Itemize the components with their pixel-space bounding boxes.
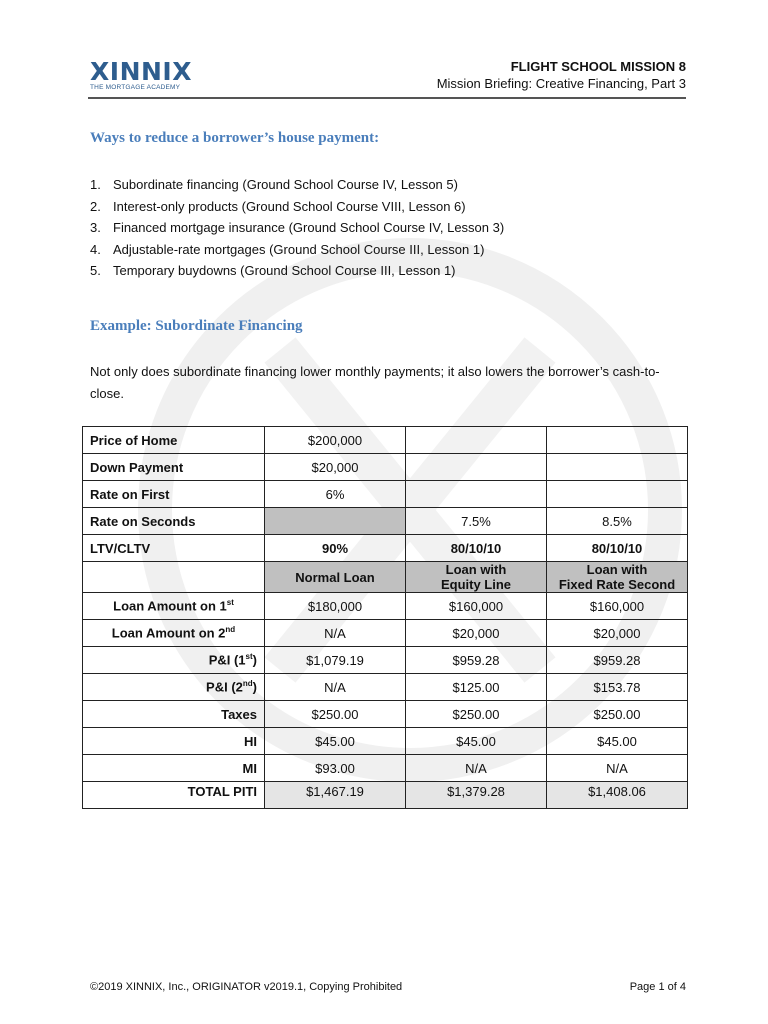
column-header-row bbox=[83, 562, 688, 593]
row-label: Down Payment bbox=[83, 454, 265, 481]
copyright-text: ©2019 XINNIX, Inc., ORIGINATOR v2019.1, Copying Prohibited bbox=[90, 981, 403, 993]
cell: $200,000 bbox=[265, 427, 406, 454]
table-row bbox=[83, 593, 688, 620]
cell: $93.00 bbox=[265, 755, 406, 782]
list-number: 3. bbox=[90, 220, 101, 235]
cell: $250.00 bbox=[547, 701, 688, 728]
table-row bbox=[83, 454, 688, 481]
page-footer bbox=[90, 981, 686, 993]
column-header-normal: Normal Loan bbox=[265, 562, 406, 593]
total-cell: $1,379.28 bbox=[406, 782, 547, 809]
cell bbox=[547, 481, 688, 508]
header-line: Equity Line bbox=[440, 577, 512, 592]
table-row bbox=[83, 481, 688, 508]
total-piti-row bbox=[83, 782, 688, 809]
total-cell: $1,467.19 bbox=[265, 782, 406, 809]
list-text: Adjustable-rate mortgages (Ground School Course III, Lesson 1) bbox=[113, 241, 485, 257]
cell: 6% bbox=[265, 481, 406, 508]
label-text: P&I (2 bbox=[206, 679, 243, 695]
cell: $959.28 bbox=[406, 647, 547, 674]
table-row bbox=[83, 701, 688, 728]
ways-list bbox=[90, 174, 504, 282]
cell: N/A bbox=[265, 674, 406, 701]
row-label bbox=[83, 647, 265, 674]
list-number: 2. bbox=[90, 198, 101, 214]
cell: $160,000 bbox=[547, 593, 688, 620]
cell bbox=[406, 454, 547, 481]
cell: $250.00 bbox=[265, 701, 406, 728]
cell-shaded bbox=[265, 508, 406, 535]
table-row bbox=[83, 620, 688, 647]
table-row bbox=[83, 755, 688, 782]
logo-wordmark: XINNIX bbox=[90, 57, 192, 86]
mission-title: FLIGHT SCHOOL MISSION 8 bbox=[510, 59, 686, 74]
table-row bbox=[83, 508, 688, 535]
list-item bbox=[90, 260, 504, 282]
section-heading-example: Example: Subordinate Financing bbox=[90, 318, 303, 334]
page-header bbox=[88, 56, 686, 98]
cell bbox=[547, 427, 688, 454]
row-label: Taxes bbox=[83, 701, 265, 728]
table-row bbox=[83, 674, 688, 701]
cell bbox=[547, 454, 688, 481]
cell: $160,000 bbox=[406, 593, 547, 620]
list-number: 4. bbox=[90, 241, 101, 257]
column-header-equity-line bbox=[406, 562, 547, 593]
label-sup: nd bbox=[225, 625, 236, 635]
label-sup: nd bbox=[242, 679, 253, 689]
row-label bbox=[83, 620, 265, 647]
row-label: Price of Home bbox=[83, 427, 265, 454]
list-number: 5. bbox=[90, 263, 101, 278]
page-number: Page 1 of 4 bbox=[629, 981, 686, 993]
label-sup: st bbox=[226, 598, 234, 608]
header-line: Fixed Rate Second bbox=[558, 577, 676, 592]
cell: $20,000 bbox=[265, 454, 406, 481]
header-line: Loan with bbox=[445, 562, 507, 577]
table-row bbox=[83, 728, 688, 755]
cell: $20,000 bbox=[406, 620, 547, 647]
cell: 7.5% bbox=[406, 508, 547, 535]
cell: $250.00 bbox=[406, 701, 547, 728]
cell: N/A bbox=[265, 620, 406, 647]
list-item bbox=[90, 217, 504, 239]
intro-paragraph: Not only does subordinate financing lower monthly payments; it also lowers the borrower’s cash-to-close. bbox=[90, 364, 660, 401]
cell: $45.00 bbox=[406, 728, 547, 755]
label-text: Loan Amount on 2 bbox=[111, 625, 226, 641]
label-text: Loan Amount on 1 bbox=[113, 598, 227, 614]
label-suffix: ) bbox=[252, 652, 257, 668]
empty-header-cell bbox=[83, 562, 265, 593]
row-label: Rate on First bbox=[83, 481, 265, 508]
cell bbox=[406, 427, 547, 454]
row-label: HI bbox=[83, 728, 265, 755]
table-row bbox=[83, 427, 688, 454]
row-label bbox=[83, 674, 265, 701]
header-line: Loan with bbox=[586, 562, 648, 577]
cell: 80/10/10 bbox=[547, 535, 688, 562]
list-text: Subordinate financing (Ground School Course IV, Lesson 5) bbox=[113, 177, 458, 192]
label-sup: st bbox=[245, 652, 253, 662]
list-number: 1. bbox=[90, 177, 101, 192]
row-label bbox=[83, 593, 265, 620]
cell: $180,000 bbox=[265, 593, 406, 620]
cell: $45.00 bbox=[265, 728, 406, 755]
label-text: P&I (1 bbox=[208, 652, 246, 668]
list-item bbox=[90, 174, 504, 196]
row-label: LTV/CLTV bbox=[83, 535, 265, 562]
cell: $1,079.19 bbox=[265, 647, 406, 674]
cell bbox=[406, 481, 547, 508]
header-divider bbox=[88, 97, 686, 99]
mission-subtitle: Mission Briefing: Creative Financing, Part 3 bbox=[436, 76, 686, 91]
section-heading-ways: Ways to reduce a borrower’s house payment: bbox=[90, 130, 380, 146]
list-text: Temporary buydowns (Ground School Course III, Lesson 1) bbox=[113, 263, 456, 278]
row-label: TOTAL PITI bbox=[83, 782, 265, 809]
logo-tagline: THE MORTGAGE ACADEMY bbox=[90, 84, 181, 91]
row-label: MI bbox=[83, 755, 265, 782]
cell: $20,000 bbox=[547, 620, 688, 647]
cell: $125.00 bbox=[406, 674, 547, 701]
column-header-fixed-second bbox=[547, 562, 688, 593]
cell: 90% bbox=[265, 535, 406, 562]
cell: $153.78 bbox=[547, 674, 688, 701]
cell: 8.5% bbox=[547, 508, 688, 535]
list-item bbox=[90, 239, 504, 261]
financing-comparison-table bbox=[82, 426, 688, 809]
total-cell: $1,408.06 bbox=[547, 782, 688, 809]
cell: $45.00 bbox=[547, 728, 688, 755]
label-suffix: ) bbox=[252, 679, 257, 695]
list-item bbox=[90, 196, 504, 218]
table-row bbox=[83, 647, 688, 674]
table-row bbox=[83, 535, 688, 562]
row-label: Rate on Seconds bbox=[83, 508, 265, 535]
cell: N/A bbox=[406, 755, 547, 782]
cell: 80/10/10 bbox=[406, 535, 547, 562]
cell: N/A bbox=[547, 755, 688, 782]
cell: $959.28 bbox=[547, 647, 688, 674]
list-text: Financed mortgage insurance (Ground School Course IV, Lesson 3) bbox=[113, 220, 505, 235]
list-text: Interest-only products (Ground School Course VIII, Lesson 6) bbox=[113, 198, 466, 214]
xinnix-logo bbox=[90, 57, 192, 91]
